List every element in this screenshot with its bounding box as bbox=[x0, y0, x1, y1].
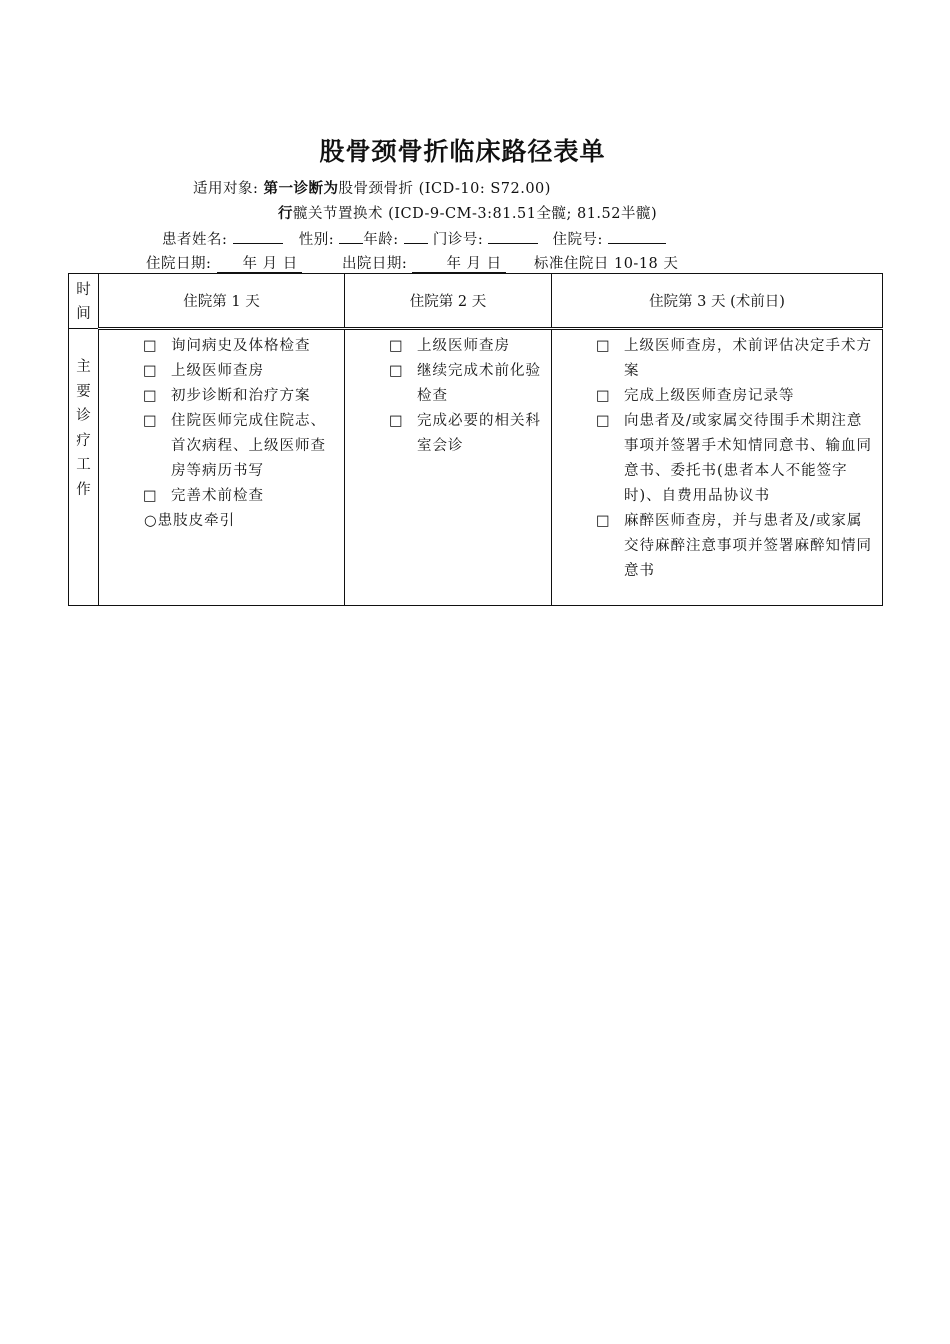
checkbox[interactable]: □ bbox=[596, 338, 611, 354]
checkbox[interactable]: □ bbox=[143, 488, 158, 504]
checkbox[interactable]: □ bbox=[143, 388, 158, 404]
checkbox[interactable]: □ bbox=[389, 413, 404, 429]
checkbox[interactable]: □ bbox=[143, 338, 158, 354]
diagnosis-text: 股骨颈骨折 (ICD-10: S72.00) bbox=[338, 181, 551, 197]
day1-cell bbox=[99, 329, 345, 606]
scope-label: 适用对象: bbox=[193, 181, 259, 197]
day3-cell bbox=[552, 329, 883, 606]
age-field[interactable] bbox=[404, 229, 428, 244]
list-item: □ 完成上级医师查房记录等 bbox=[552, 384, 874, 409]
page-title: 股骨颈骨折临床路径表单 bbox=[319, 137, 606, 166]
admit-date-label: 住院日期: bbox=[146, 256, 212, 272]
main-work-row bbox=[69, 329, 883, 606]
day3-list bbox=[552, 330, 882, 588]
day2-header: 住院第 2 天 bbox=[345, 274, 552, 329]
checkbox[interactable]: □ bbox=[596, 413, 611, 429]
sex-label: 性别: bbox=[298, 232, 335, 248]
discharge-date-field[interactable]: 年 月 日 bbox=[412, 256, 505, 273]
dates-line bbox=[146, 252, 678, 273]
day1-list bbox=[99, 330, 344, 538]
header-row bbox=[69, 274, 883, 329]
main-work-label: 主 要 诊 疗 工 作 bbox=[69, 329, 99, 606]
patient-name-label: 患者姓名: bbox=[162, 232, 228, 248]
inpatient-number-field[interactable] bbox=[608, 229, 666, 244]
clinical-pathway-table bbox=[68, 273, 883, 606]
list-item: □ 上级医师查房 bbox=[345, 334, 543, 359]
sex-field[interactable] bbox=[339, 229, 363, 244]
checkbox[interactable]: □ bbox=[143, 363, 158, 379]
checkbox[interactable]: □ bbox=[596, 513, 611, 529]
list-item: □ 完善术前检查 bbox=[99, 484, 336, 509]
procedure-label: 行 bbox=[278, 205, 293, 222]
day2-list bbox=[345, 330, 551, 463]
discharge-date-label: 出院日期: bbox=[341, 256, 408, 272]
clinic-number-label: 门诊号: bbox=[432, 232, 484, 248]
patient-name-field[interactable] bbox=[233, 229, 283, 244]
patient-info-line bbox=[162, 228, 666, 249]
scope-line-2 bbox=[278, 202, 657, 223]
day3-header: 住院第 3 天 (术前日) bbox=[552, 274, 883, 329]
checkbox[interactable]: □ bbox=[389, 363, 404, 379]
time-header: 时 间 bbox=[69, 274, 99, 329]
list-item: □ 住院医师完成住院志、首次病程、上级医师查房等病历书写 bbox=[99, 409, 336, 484]
list-item-optional[interactable]: ○患肢皮牵引 bbox=[144, 513, 236, 529]
standard-stay-text: 标准住院日 10-18 天 bbox=[533, 256, 679, 272]
procedure-text: 髋关节置换术 (ICD-9-CM-3:81.51全髋; 81.52半髋) bbox=[293, 206, 658, 222]
list-item: □ 询问病史及体格检查 bbox=[99, 334, 336, 359]
diagnosis-label: 第一诊断为 bbox=[263, 180, 339, 197]
checkbox[interactable]: □ bbox=[596, 388, 611, 404]
inpatient-number-label: 住院号: bbox=[552, 232, 603, 248]
list-item: □ 麻醉医师查房，并与患者及/或家属交待麻醉注意事项并签署麻醉知情同意书 bbox=[552, 509, 874, 584]
scope-line-1 bbox=[193, 177, 551, 198]
admit-date-field[interactable]: 年 月 日 bbox=[217, 256, 302, 273]
day1-header: 住院第 1 天 bbox=[99, 274, 345, 329]
day2-cell bbox=[345, 329, 552, 606]
clinic-number-field[interactable] bbox=[488, 229, 538, 244]
checkbox[interactable]: □ bbox=[389, 338, 404, 354]
list-item: □ 继续完成术前化验检查 bbox=[345, 359, 543, 409]
list-item: □ 上级医师查房，术前评估决定手术方案 bbox=[552, 334, 874, 384]
age-label: 年龄: bbox=[363, 232, 399, 248]
list-item: □ 完成必要的相关科室会诊 bbox=[345, 409, 543, 459]
list-item: □ 上级医师查房 bbox=[99, 359, 336, 384]
checkbox[interactable]: □ bbox=[143, 413, 158, 429]
list-item: □ 初步诊断和治疗方案 bbox=[99, 384, 336, 409]
list-item: □ 向患者及/或家属交待围手术期注意事项并签署手术知情同意书、输血同意书、委托书(患者本人不能签字时)、自费用品协议书 bbox=[552, 409, 874, 509]
